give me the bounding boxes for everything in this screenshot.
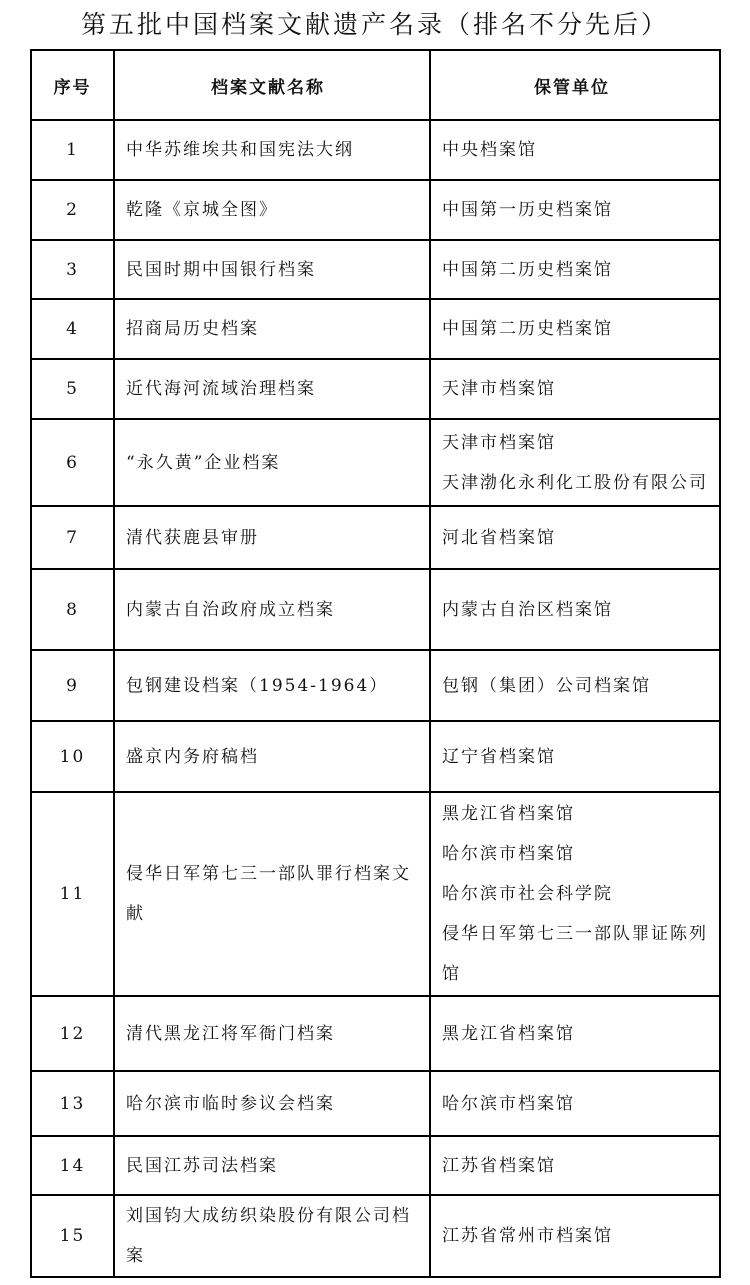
table-row xyxy=(31,359,720,419)
row-custodian xyxy=(430,506,720,569)
custodian-unit: 天津渤化永利化工股份有限公司 xyxy=(442,472,708,493)
custodian-unit: 江苏省档案馆 xyxy=(442,1155,556,1176)
row-archive-name: 清代获鹿县审册 xyxy=(114,506,430,569)
row-custodian xyxy=(430,1136,720,1195)
custodian-unit: 辽宁省档案馆 xyxy=(442,746,556,767)
custodian-unit: 侵华日军第七三一部队罪证陈列馆 xyxy=(442,924,708,984)
custodian-unit: 黑龙江省档案馆 xyxy=(442,1023,575,1044)
header-unit: 保管单位 xyxy=(430,50,720,120)
row-custodian xyxy=(430,792,720,996)
row-archive-name: 乾隆《京城全图》 xyxy=(114,180,430,240)
row-number: 7 xyxy=(31,506,114,569)
row-archive-name: 近代海河流域治理档案 xyxy=(114,359,430,419)
custodian-unit: 天津市档案馆 xyxy=(442,379,556,399)
row-custodian xyxy=(430,721,720,792)
custodian-unit: 中国第二历史档案馆 xyxy=(442,319,613,339)
row-number: 11 xyxy=(31,792,114,996)
row-custodian xyxy=(430,299,720,359)
table-row xyxy=(31,120,720,180)
row-custodian xyxy=(430,996,720,1071)
custodian-unit: 内蒙古自治区档案馆 xyxy=(442,599,613,620)
row-archive-name: 刘国钧大成纺织染股份有限公司档案 xyxy=(114,1195,430,1277)
table-row xyxy=(31,299,720,359)
custodian-unit: 黑龙江省档案馆 xyxy=(442,804,575,824)
row-number: 6 xyxy=(31,419,114,506)
custodian-unit: 江苏省常州市档案馆 xyxy=(442,1226,613,1246)
row-number: 5 xyxy=(31,359,114,419)
table-row xyxy=(31,721,720,792)
custodian-unit: 天津市档案馆 xyxy=(442,432,556,453)
custodian-unit: 中国第一历史档案馆 xyxy=(442,200,613,220)
row-archive-name: 清代黑龙江将军衙门档案 xyxy=(114,996,430,1071)
table-row xyxy=(31,180,720,240)
heritage-list-table xyxy=(30,49,721,1278)
page-title: 第五批中国档案文献遗产名录（排名不分先后） xyxy=(80,10,669,39)
custodian-unit: 哈尔滨市档案馆 xyxy=(442,1093,575,1114)
row-archive-name: 中华苏维埃共和国宪法大纲 xyxy=(114,120,430,180)
row-custodian xyxy=(430,650,720,721)
custodian-unit: 哈尔滨市社会科学院 xyxy=(442,884,613,904)
row-number: 4 xyxy=(31,299,114,359)
table-row xyxy=(31,996,720,1071)
row-custodian xyxy=(430,1195,720,1277)
custodian-unit: 包钢（集团）公司档案馆 xyxy=(442,675,651,696)
row-number: 8 xyxy=(31,569,114,650)
row-number: 9 xyxy=(31,650,114,721)
row-custodian xyxy=(430,569,720,650)
table-row xyxy=(31,792,720,996)
custodian-unit: 河北省档案馆 xyxy=(442,527,556,548)
table-row xyxy=(31,240,720,299)
row-number: 10 xyxy=(31,721,114,792)
row-number: 15 xyxy=(31,1195,114,1277)
row-archive-name: 包钢建设档案（1954-1964） xyxy=(114,650,430,721)
row-number: 3 xyxy=(31,240,114,299)
row-custodian xyxy=(430,180,720,240)
table-row xyxy=(31,1136,720,1195)
row-custodian xyxy=(430,240,720,299)
row-custodian xyxy=(430,359,720,419)
header-name: 档案文献名称 xyxy=(114,50,430,120)
row-archive-name: 侵华日军第七三一部队罪行档案文献 xyxy=(114,792,430,996)
row-custodian xyxy=(430,419,720,506)
table-row xyxy=(31,419,720,506)
custodian-unit: 哈尔滨市档案馆 xyxy=(442,844,575,864)
table-row xyxy=(31,569,720,650)
table-row xyxy=(31,1071,720,1136)
row-archive-name: “永久黄”企业档案 xyxy=(114,419,430,506)
row-archive-name: 民国时期中国银行档案 xyxy=(114,240,430,299)
row-number: 13 xyxy=(31,1071,114,1136)
custodian-unit: 中国第二历史档案馆 xyxy=(442,259,613,280)
row-archive-name: 内蒙古自治政府成立档案 xyxy=(114,569,430,650)
header-no: 序号 xyxy=(31,50,114,120)
custodian-unit: 中央档案馆 xyxy=(442,140,537,160)
row-archive-name: 盛京内务府稿档 xyxy=(114,721,430,792)
row-number: 1 xyxy=(31,120,114,180)
table-row xyxy=(31,506,720,569)
row-custodian xyxy=(430,120,720,180)
row-archive-name: 招商局历史档案 xyxy=(114,299,430,359)
row-number: 2 xyxy=(31,180,114,240)
row-number: 14 xyxy=(31,1136,114,1195)
row-archive-name: 哈尔滨市临时参议会档案 xyxy=(114,1071,430,1136)
table-row xyxy=(31,650,720,721)
row-archive-name: 民国江苏司法档案 xyxy=(114,1136,430,1195)
table-row xyxy=(31,1195,720,1277)
row-custodian xyxy=(430,1071,720,1136)
row-number: 12 xyxy=(31,996,114,1071)
table-header-row xyxy=(31,50,720,120)
